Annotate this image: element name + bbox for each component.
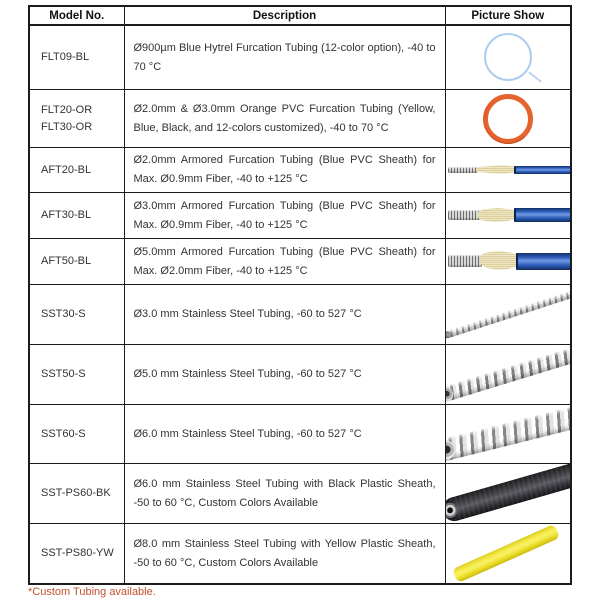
table-row <box>29 464 571 524</box>
description-cell: Ø5.0 mm Stainless Steel Tubing, -60 to 527 °C <box>124 345 445 405</box>
description-cell: Ø900µm Blue Hytrel Furcation Tubing (12-color option), -40 to 70 °C <box>124 25 445 90</box>
picture-steel-tubing-thin <box>446 285 570 344</box>
yellow-tube-image <box>452 524 560 583</box>
header-model-no: Model No. <box>29 6 124 25</box>
model-cell <box>29 524 124 585</box>
custom-tubing-note: *Custom Tubing available. <box>28 586 156 598</box>
model-cell <box>29 193 124 239</box>
aramid-yarn-image <box>476 165 516 174</box>
table-row <box>29 345 571 405</box>
table-row <box>29 25 571 90</box>
model-number: FLT30-OR <box>41 120 93 133</box>
description-cell: Ø8.0 mm Stainless Steel Tubing with Yellow Plastic Sheath, -50 to 60 °C, Custom Colors Available <box>124 524 445 585</box>
header-picture-show: Picture Show <box>445 6 571 25</box>
model-number: SST50-S <box>41 368 86 380</box>
model-number: AFT20-BL <box>41 163 92 176</box>
picture-cell <box>445 405 571 464</box>
table-row <box>29 148 571 193</box>
picture-cell <box>445 148 571 193</box>
picture-orange-coiled-tubing <box>446 90 570 147</box>
model-cell <box>29 239 124 285</box>
model-cell <box>29 25 124 90</box>
picture-cell <box>445 90 571 148</box>
model-cell <box>29 464 124 524</box>
picture-blue-coiled-tubing <box>446 26 570 89</box>
table-row <box>29 405 571 464</box>
model-number: FLT20-OR <box>41 103 93 116</box>
picture-cell <box>445 345 571 405</box>
header-description: Description <box>124 6 445 25</box>
blue-sheath-image <box>516 253 570 270</box>
table-row <box>29 524 571 585</box>
armor-coil-image <box>448 255 482 267</box>
model-cell <box>29 345 124 405</box>
description-cell: Ø6.0 mm Stainless Steel Tubing, -60 to 527 °C <box>124 405 445 464</box>
table-row <box>29 239 571 285</box>
aramid-yarn-image <box>478 208 516 222</box>
orange-tubing-coil-image <box>483 94 533 144</box>
description-cell: Ø2.0mm & Ø3.0mm Orange PVC Furcation Tubing (Yellow, Blue, Black, and 12-colors customized), -40 to 70 °C <box>124 90 445 148</box>
model-number: SST-PS80-YW <box>41 547 114 559</box>
aramid-yarn-image <box>480 251 518 270</box>
header-row <box>29 6 571 25</box>
armor-coil-image <box>448 210 480 220</box>
steel-tube-image <box>446 347 570 402</box>
table-row <box>29 285 571 345</box>
picture-steel-tubing-medium <box>446 345 570 404</box>
model-cell <box>29 405 124 464</box>
steel-tube-image <box>446 290 570 339</box>
model-number: FLT09-BL <box>41 51 90 63</box>
picture-cell <box>445 524 571 585</box>
description-cell: Ø3.0mm Armored Furcation Tubing (Blue PVC Sheath) for Max. Ø0.9mm Fiber, -40 to +125 °C <box>124 193 445 239</box>
picture-black-sheath-tubing <box>446 464 570 523</box>
model-number: AFT50-BL <box>41 255 92 267</box>
picture-cell <box>445 464 571 524</box>
steel-tube-image <box>446 406 570 462</box>
blue-tubing-coil-image <box>484 33 532 81</box>
description-cell: Ø5.0mm Armored Furcation Tubing (Blue PVC Sheath) for Max. Ø2.0mm Fiber, -40 to +125 °C <box>124 239 445 285</box>
model-cell <box>29 285 124 345</box>
description-cell: Ø3.0 mm Stainless Steel Tubing, -60 to 527 °C <box>124 285 445 345</box>
picture-armored-tubing-large <box>446 239 570 284</box>
model-cell <box>29 90 124 148</box>
blue-sheath-image <box>514 208 570 222</box>
picture-armored-tubing-medium <box>446 193 570 238</box>
description-cell: Ø6.0 mm Stainless Steel Tubing with Black Plastic Sheath, -50 to 60 °C, Custom Colors Available <box>124 464 445 524</box>
picture-cell <box>445 25 571 90</box>
picture-cell <box>445 239 571 285</box>
picture-cell <box>445 285 571 345</box>
picture-armored-tubing-small <box>446 148 570 192</box>
model-number: SST30-S <box>41 308 86 320</box>
armor-coil-image <box>448 167 478 173</box>
product-spec-table <box>28 5 572 585</box>
table-row <box>29 90 571 148</box>
picture-cell <box>445 193 571 239</box>
model-number: AFT30-BL <box>41 209 92 221</box>
model-number: SST-PS60-BK <box>41 487 111 499</box>
black-tube-image <box>446 464 570 523</box>
picture-yellow-sheath-tubing <box>446 524 570 583</box>
table-row <box>29 193 571 239</box>
blue-sheath-image <box>514 166 570 174</box>
description-cell: Ø2.0mm Armored Furcation Tubing (Blue PVC Sheath) for Max. Ø0.9mm Fiber, -40 to +125 °C <box>124 148 445 193</box>
model-number: SST60-S <box>41 427 86 440</box>
picture-steel-tubing-thick <box>446 405 570 463</box>
model-cell <box>29 148 124 193</box>
